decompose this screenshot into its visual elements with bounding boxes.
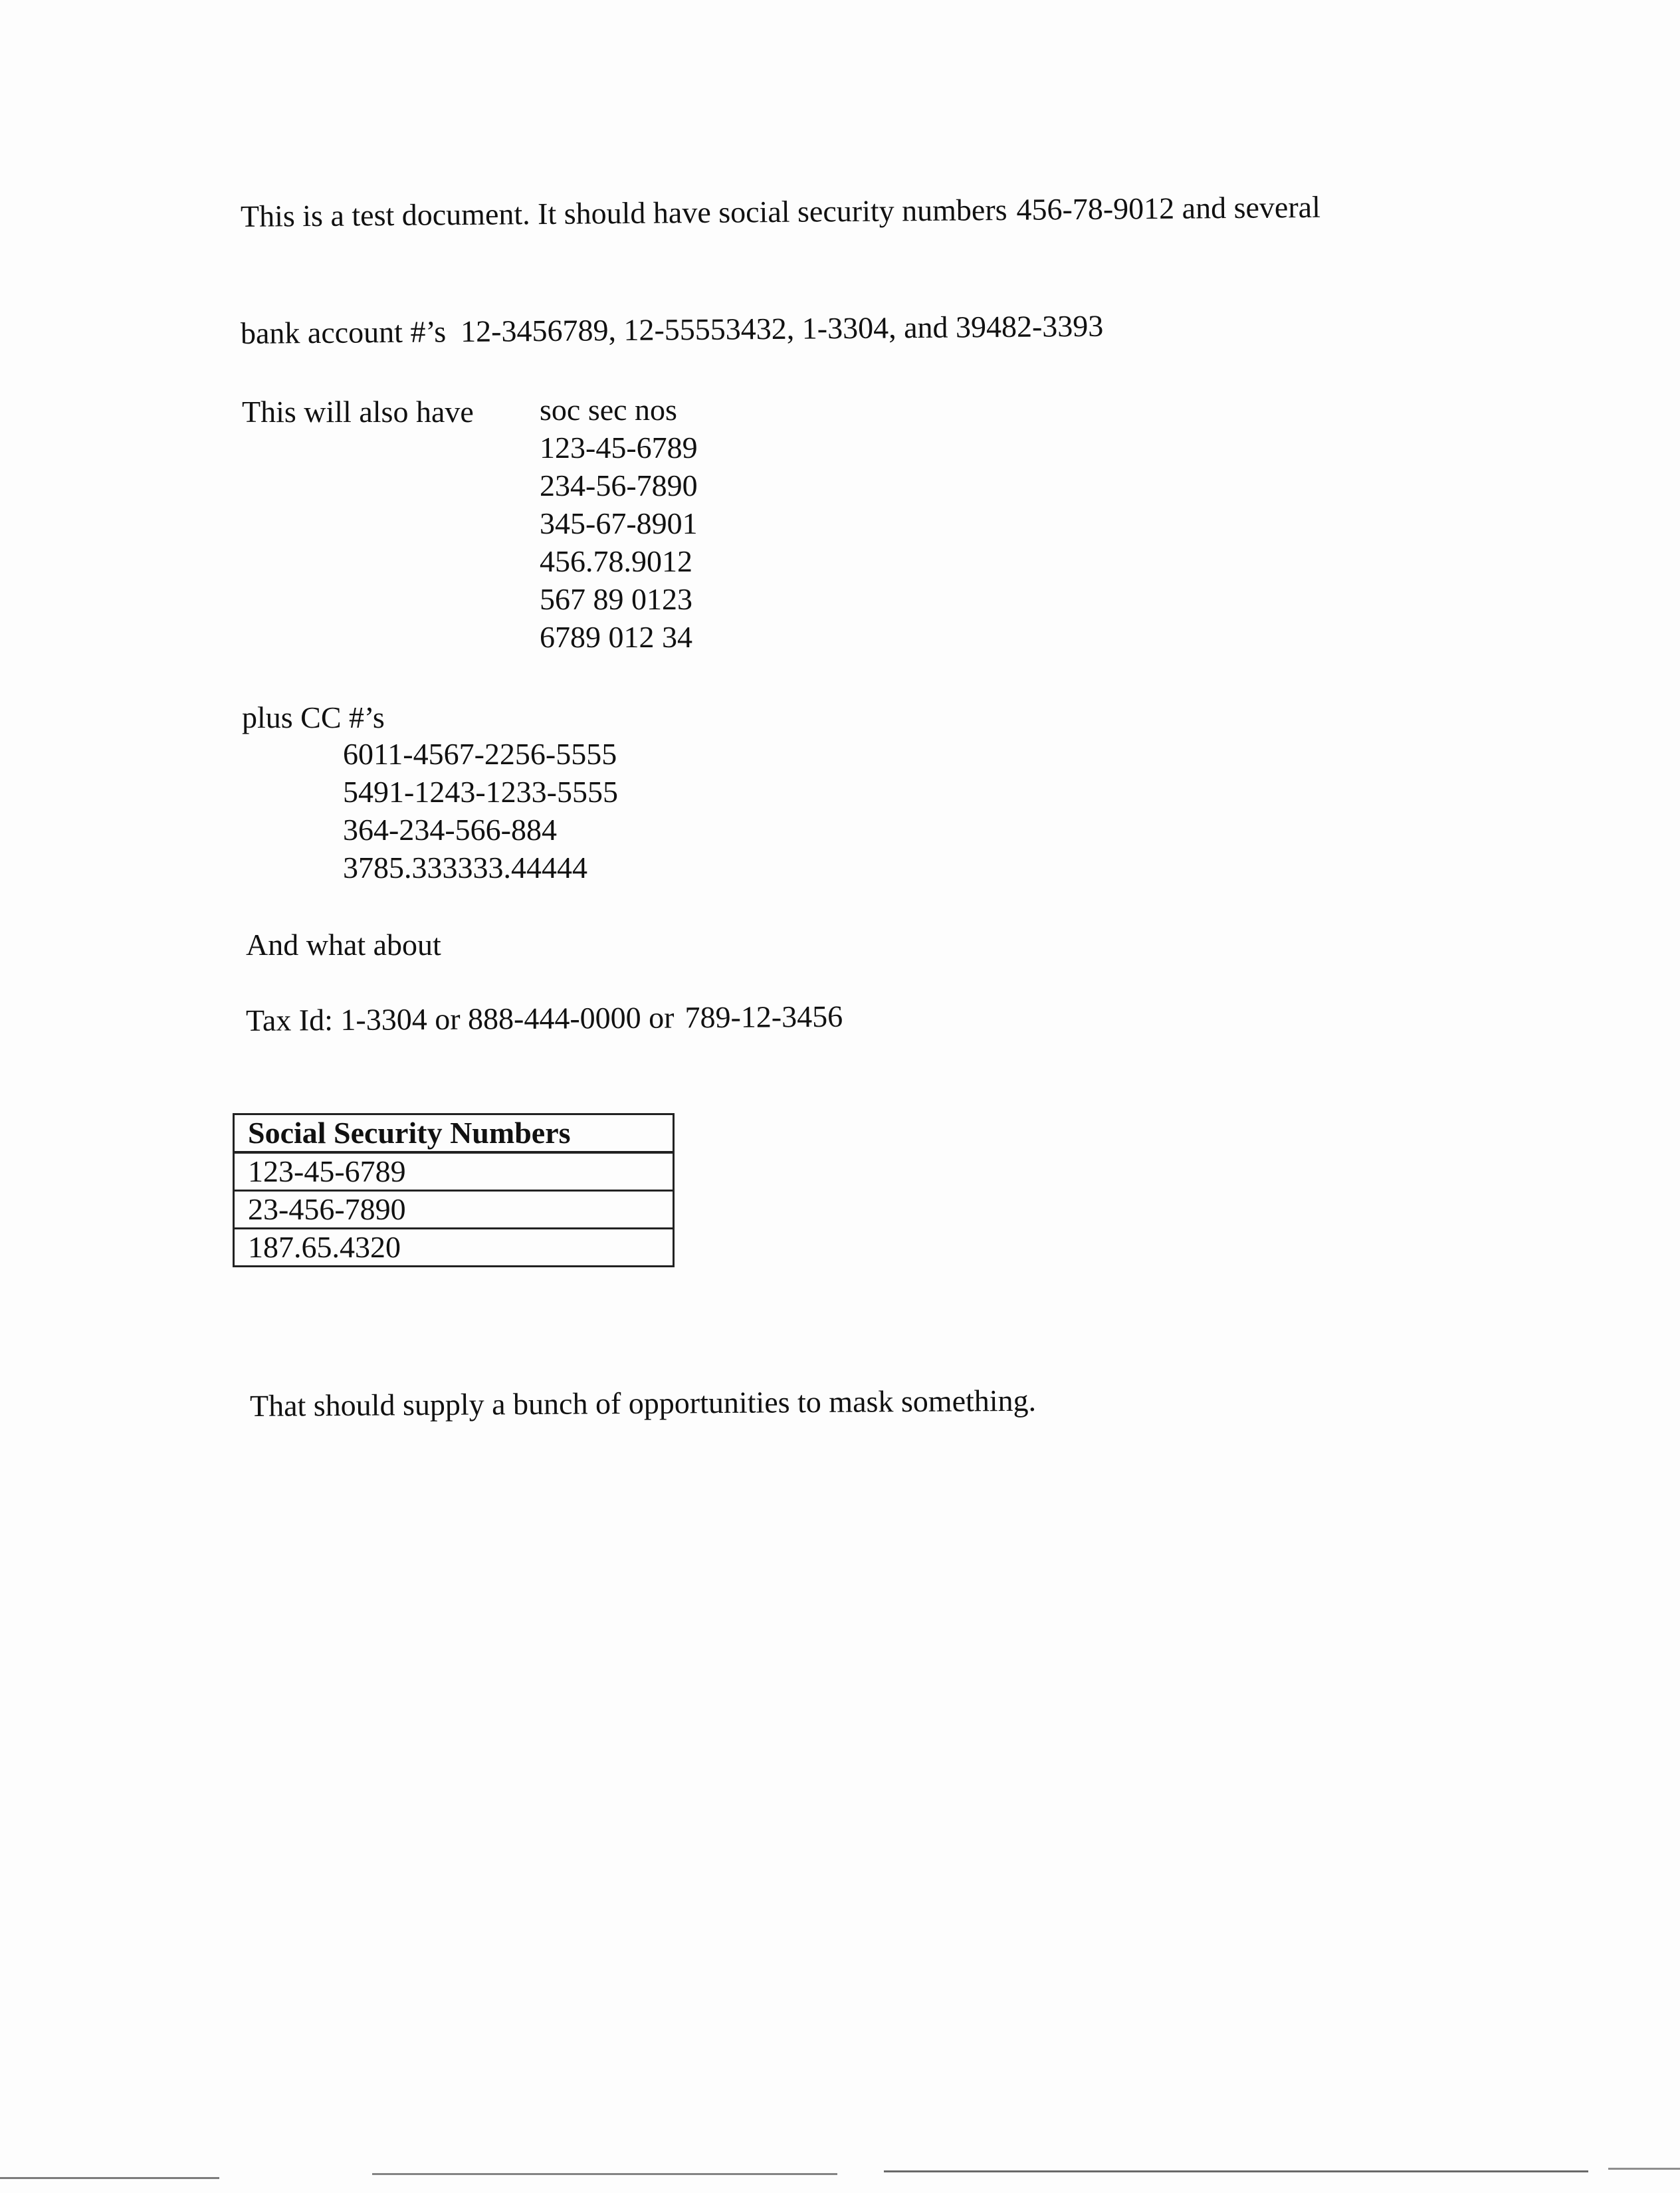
tax-id-text: Tax Id: 1-3304 or 888-444-0000 or	[245, 1000, 675, 1037]
intro-ssn: 456-78-9012 and several	[1016, 189, 1321, 227]
soc-sec-list-item: 456.78.9012	[540, 544, 692, 578]
intro-line-2	[241, 308, 1104, 352]
tax-id-last-number: 789-12-3456	[684, 999, 843, 1035]
bank-account-numbers: 12-3456789, 12-55553432, 1-3304, and 39482-3393	[460, 308, 1104, 349]
scan-edge-line	[884, 2170, 1588, 2172]
soc-sec-list	[540, 391, 698, 656]
table-header-cell: Social Security Numbers	[234, 1114, 674, 1153]
table-row	[234, 1191, 674, 1229]
table-row	[234, 1152, 674, 1191]
credit-card-list-item: 6011-4567-2256-5555	[343, 737, 617, 771]
intro-line-1	[241, 189, 1320, 235]
soc-sec-list-item: 345-67-8901	[540, 506, 698, 540]
credit-card-list-item: 5491-1243-1233-5555	[343, 775, 618, 809]
credit-card-lead: plus CC #’s	[242, 700, 385, 734]
scan-edge-line	[1608, 2168, 1680, 2170]
soc-sec-list-item: 123-45-6789	[540, 431, 698, 465]
intro-text: This is a test document. It should have social security numbers	[240, 192, 1007, 233]
tax-id-line	[246, 998, 843, 1039]
bank-account-label: bank account #’s	[240, 314, 447, 350]
closing-line: That should supply a bunch of opportunities to mask something.	[249, 1383, 1037, 1423]
soc-sec-list-item: soc sec nos	[540, 393, 677, 427]
table-cell: 123-45-6789	[234, 1152, 674, 1191]
soc-sec-lead: This will also have	[242, 395, 474, 429]
table-row	[234, 1229, 674, 1267]
and-what-about-line: And what about	[246, 928, 441, 962]
table-cell: 187.65.4320	[234, 1229, 674, 1267]
credit-card-list-item: 3785.333333.44444	[343, 851, 587, 885]
table-header-row	[234, 1114, 674, 1153]
credit-card-list-item: 364-234-566-884	[343, 813, 557, 847]
soc-sec-list-item: 234-56-7890	[540, 469, 698, 502]
scan-edge-line	[0, 2177, 219, 2179]
ssn-table	[233, 1113, 675, 1267]
soc-sec-list-item: 6789 012 34	[540, 620, 692, 654]
scan-edge-line	[372, 2173, 837, 2175]
credit-card-list	[343, 735, 618, 887]
soc-sec-list-item: 567 89 0123	[540, 582, 692, 616]
table-cell: 23-456-7890	[234, 1191, 674, 1229]
